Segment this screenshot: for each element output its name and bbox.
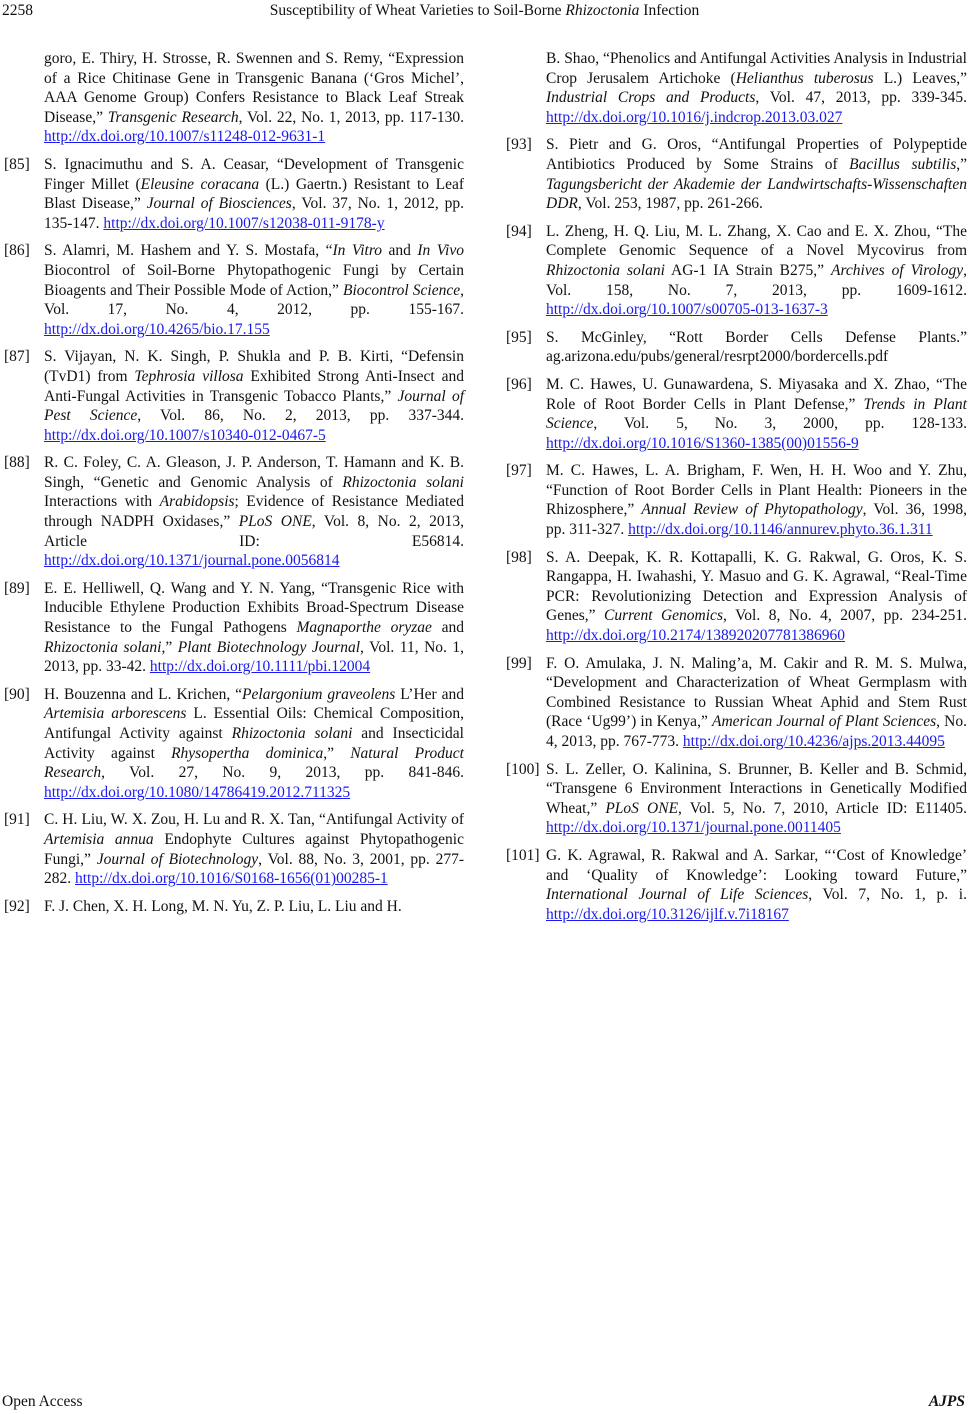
italic-text: International Journal of Life Sciences: [546, 886, 809, 904]
italic-text: Journal of Biotechnology: [96, 850, 259, 868]
doi-link[interactable]: http://dx.doi.org/10.1007/s11248-012-9631-1: [44, 128, 326, 146]
doi-link[interactable]: http://dx.doi.org/10.1080/14786419.2012.711325: [44, 783, 351, 801]
ref-text: S. A. Deepak, K. R. Kottapalli, K. G. Rakwal, G. Oros, K. S. Rangappa, H. Iwahashi, Y. Masuo and G. K. Agrawal, “Real-Time PCR: Revolutionizing Detection and Expression Analysis of Genes,”: [546, 548, 967, 625]
italic-text: Journal of Biosciences: [146, 195, 292, 213]
ref-text: , Vol. 37, No. 1, 2012, pp. 135-147.: [44, 195, 464, 232]
doi-link[interactable]: http://dx.doi.org/10.2174/138920207781386960: [546, 627, 845, 645]
ref-text: E. E. Helliwell, Q. Wang and Y. N. Yang, “Transgenic Rice with Inducible Ethylene Production Exhibits Broad-Spectrum Disease Resistance to the Fungal Pathogens: [44, 579, 464, 637]
reference-entry: [4, 810, 464, 888]
italic-text: Journal of Pest Science: [44, 387, 464, 425]
reference-number: [89]: [4, 579, 30, 597]
italic-text: Rhizoctonia solani: [44, 638, 162, 656]
italic-text: Rhysopertha dominica: [171, 744, 324, 762]
reference-number: [91]: [4, 811, 30, 829]
ref-text: S. Vijayan, N. K. Singh, P. Shukla and P. B. Kirti, “Defensin (TvD1) from: [44, 348, 464, 385]
ref-text: G. K. Agrawal, R. Rakwal and A. Sarkar, “‘Cost of Knowledge’ and ‘Quality of Knowledge’: Looking toward Future,”: [546, 846, 967, 884]
reference-number: [100]: [506, 760, 540, 778]
footer-journal-abbrev: AJPS: [928, 1393, 965, 1410]
reference-entry: [4, 347, 464, 445]
running-title-prefix: Susceptibility of Wheat Varieties to Soil-Borne: [269, 2, 566, 19]
ref-text: M. C. Hawes, L. A. Brigham, F. Wen, H. H. Woo and Y. Zhu, “Function of Root Border Cells in Plant Health: Pioneers in the Rhizosphere,”: [546, 462, 967, 519]
italic-text: Arabidopsis: [159, 493, 235, 511]
italic-text: Pelargonium graveolens: [242, 685, 396, 703]
running-title: [0, 1, 969, 21]
italic-text: PLoS ONE: [605, 799, 679, 817]
italic-text: Archives of Virology: [830, 261, 964, 279]
reference-continued: [506, 49, 967, 127]
ref-text: Endophyte Cultures against Phytopathogenic Fungi,”: [44, 830, 464, 868]
ref-text: , Vol. 86, No. 2, 2013, pp. 337-344.: [137, 407, 464, 425]
reference-number: [96]: [506, 375, 532, 393]
doi-link[interactable]: http://dx.doi.org/10.1007/s00705-013-1637-3: [546, 301, 828, 319]
ref-text: S. L. Zeller, O. Kalinina, S. Brunner, B. Keller and B. Schmid, “Transgene 6 Environment Interactions in Genetically Modified Wheat,”: [546, 760, 967, 817]
doi-link[interactable]: http://dx.doi.org/10.1371/journal.pone.0011405: [546, 819, 841, 837]
left-column-references: [4, 49, 464, 924]
ref-text: F. J. Chen, X. H. Long, M. N. Yu, Z. P. Liu, L. Liu and H.: [44, 897, 402, 915]
doi-link[interactable]: http://dx.doi.org/10.4236/ajps.2013.44095: [682, 733, 945, 750]
doi-link[interactable]: http://dx.doi.org/10.1371/journal.pone.0056814: [44, 552, 340, 570]
ref-text: S. Ignacimuthu and S. A. Ceasar, “Development of Transgenic Finger Millet (: [44, 155, 464, 193]
reference-entry: [4, 685, 464, 803]
ref-text: ,”: [956, 155, 968, 173]
page-number: 2258: [2, 2, 33, 19]
doi-link[interactable]: http://dx.doi.org/10.4265/bio.17.155: [44, 320, 270, 338]
ref-text: goro, E. Thiry, H. Strosse, R. Swennen and S. Remy, “Expression of a Rice Chitinase Gene in Transgenic Banana (‘Gros Michel’, AAA Genome Group) Confers Resistance to Black Leaf Streak Disease,”: [44, 50, 464, 126]
ref-text: L. Essential Oils: Chemical Composition, Antifungal Activity against: [44, 705, 464, 742]
doi-link[interactable]: http://dx.doi.org/10.1007/s12038-011-9178-y: [103, 214, 385, 232]
italic-text: Industrial Crops and Products: [546, 89, 756, 107]
ref-text: , Vol. 7, No. 1, p. i.: [808, 886, 967, 904]
ref-text: ,”: [161, 638, 178, 656]
reference-number: [98]: [506, 548, 532, 566]
ref-text: Biocontrol of Soil-Borne Phytopathogenic Fungi by Certain Bioagents and Their Possible Mode of Action,”: [44, 261, 464, 299]
ref-text: M. C. Hawes, U. Gunawardena, S. Miyasaka and X. Zhao, “The Role of Root Border Cells in Plant Defense,”: [546, 375, 967, 413]
ref-text: and: [382, 242, 418, 260]
ref-text: R. C. Foley, C. A. Gleason, J. P. Anderson, T. Hamann and K. B. Singh, “Genetic and Genomic Analysis of: [44, 454, 464, 491]
italic-text: Rhizoctonia solani: [342, 473, 464, 491]
page-header: [0, 0, 969, 24]
footer-open-access: Open Access: [2, 1393, 83, 1410]
italic-text: Artemisia annua: [44, 830, 154, 848]
italic-text: Rhizoctonia solani: [546, 261, 665, 279]
reference-number: [86]: [4, 242, 30, 260]
reference-entry: [506, 135, 967, 213]
ref-text: and: [431, 619, 464, 637]
ref-text: S. Alamri, M. Hashem and Y. S. Mostafa, “: [44, 242, 333, 260]
doi-link[interactable]: http://dx.doi.org/10.1016/j.indcrop.2013.03.027: [546, 108, 843, 126]
italic-text: PLoS ONE: [238, 513, 312, 531]
ref-text: , Vol. 47, 2013, pp. 339-345.: [755, 89, 967, 107]
italic-text: In Vitro: [332, 242, 383, 260]
page-footer: [0, 1392, 969, 1414]
italic-text: Current Genomics: [603, 607, 723, 625]
reference-number: [90]: [4, 685, 30, 703]
doi-link[interactable]: http://dx.doi.org/10.1007/s10340-012-0467-5: [44, 426, 326, 444]
italic-text: In Vivo: [417, 242, 464, 260]
doi-link[interactable]: http://dx.doi.org/10.3126/ijlf.v.7i18167: [546, 905, 789, 923]
ref-text: and Insecticidal Activity against: [44, 725, 464, 762]
italic-text: Natural Product Research: [44, 744, 464, 782]
italic-text: Biocontrol Science: [343, 281, 461, 299]
ref-text: H. Bouzenna and L. Krichen, “: [44, 685, 243, 703]
ref-text: (L.) Gaertn.) Resistant to Leaf Blast Disease,”: [44, 175, 464, 213]
ref-text: Interactions with: [44, 493, 160, 511]
reference-number: [92]: [4, 897, 30, 915]
ref-text: , Vol. 17, No. 4, 2012, pp. 155-167.: [44, 281, 464, 319]
italic-text: Tagungsbericht der Akademie der Landwirtschafts-Wissenschaften DDR: [546, 175, 967, 213]
reference-entry: [4, 241, 464, 339]
reference-entry: [506, 222, 967, 320]
italic-text: Rhizoctonia solani: [231, 725, 353, 742]
reference-entry: [506, 760, 967, 838]
reference-entry: [4, 453, 464, 571]
reference-entry: [506, 548, 967, 646]
doi-link[interactable]: http://dx.doi.org/10.1016/S0168-1656(01)00285-1: [75, 870, 388, 888]
italic-text: Tephrosia villosa: [134, 367, 244, 385]
ref-text: , Vol. 8, No. 2, 2013, Article ID: E56814.: [44, 513, 464, 550]
running-title-italic: Rhizoctonia: [565, 2, 640, 19]
ref-text: L.) Leaves,”: [873, 69, 967, 87]
ref-text: L. Zheng, H. Q. Liu, M. L. Zhang, X. Cao and E. X. Zhou, “The Complete Genomic Sequence of a Novel Mycovirus from: [546, 222, 967, 260]
reference-entry: [506, 654, 967, 752]
reference-number: [87]: [4, 348, 30, 366]
ref-text: F. O. Amulaka, J. N. Maling’a, M. Cakir and R. M. S. Mulwa, “Development and Characterization of Wheat Germplasm with Combined Resistance to Russian Wheat Aphid and Stem Rust (Race ‘Ug99’) in Kenya,”: [546, 654, 967, 731]
ref-text: C. H. Liu, W. X. Zou, H. Lu and R. X. Tan, “Antifungal Activity of: [44, 811, 464, 829]
ref-text: , Vol. 5, No. 7, 2010, Article ID: E11405.: [678, 799, 968, 817]
reference-number: [85]: [4, 155, 30, 173]
italic-text: Plant Biotechnology Journal: [177, 638, 361, 656]
ref-text: , Vol. 36, 1998, pp. 311-327.: [546, 501, 967, 539]
reference-number: [97]: [506, 462, 532, 480]
reference-number: [88]: [4, 454, 30, 472]
reference-number: [95]: [506, 328, 532, 346]
ref-text: , No. 4, 2013, pp. 767-773.: [546, 713, 967, 750]
italic-text: American Journal of Plant Sciences: [711, 713, 937, 731]
doi-link[interactable]: http://dx.doi.org/10.1111/pbi.12004: [149, 658, 371, 676]
italic-text: Eleusine coracana: [140, 175, 260, 193]
italic-text: Artemisia arborescens: [44, 705, 187, 723]
ref-text: , Vol. 5, No. 3, 2000, pp. 128-133.: [593, 415, 967, 433]
reference-entry: [4, 897, 464, 917]
ref-text: , Vol. 88, No. 3, 2001, pp. 277-282.: [44, 850, 465, 888]
doi-link[interactable]: http://dx.doi.org/10.1016/S1360-1385(00)01556-9: [546, 434, 859, 452]
italic-text: Magnaporthe oryzae: [296, 619, 432, 637]
right-column-references: [506, 49, 967, 932]
ref-text: , Vol. 27, No. 9, 2013, pp. 841-846.: [101, 764, 464, 782]
doi-link[interactable]: http://dx.doi.org/10.1146/annurev.phyto.36.1.311: [628, 521, 933, 539]
italic-text: Helianthus tuberosus: [735, 69, 874, 87]
ref-text: ; Evidence of Resistance Mediated through NADPH Oxidases,”: [44, 493, 464, 531]
reference-continued: [4, 49, 464, 147]
ref-text: , Vol. 22, No. 1, 2013, pp. 117-130.: [238, 108, 464, 126]
running-title-suffix: Infection: [639, 2, 700, 19]
reference-entry: [506, 375, 967, 453]
italic-text: Transgenic Research: [107, 108, 239, 126]
italic-text: Trends in Plant Science: [546, 395, 967, 433]
reference-entry: [4, 579, 464, 677]
reference-entry: [4, 155, 464, 233]
reference-number: [94]: [506, 222, 532, 240]
reference-entry: [506, 846, 967, 924]
ref-text: AG-1 IA Strain B275,”: [664, 261, 831, 279]
ref-text: , Vol. 158, No. 7, 2013, pp. 1609-1612.: [546, 261, 967, 299]
ref-text: B. Shao, “Phenolics and Antifungal Activities Analysis in Industrial Crop Jerusalem Artichoke (: [546, 50, 967, 87]
reference-number: [93]: [506, 136, 532, 154]
ref-text: S. McGinley, “Rott Border Cells Defense Plants.” ag.arizona.edu/pubs/general/resrpt2000/bordercells.pdf: [546, 328, 967, 366]
reference-entry: [506, 461, 967, 539]
reference-number: [99]: [506, 654, 532, 672]
reference-entry: [506, 328, 967, 367]
ref-text: ,”: [323, 744, 351, 762]
ref-text: Exhibited Strong Anti-Insect and Anti-Fungal Activities in Transgenic Tobacco Plants,”: [44, 367, 464, 405]
reference-number: [101]: [506, 846, 540, 864]
ref-text: L’Her and: [395, 685, 465, 703]
ref-text: , Vol. 8, No. 4, 2007, pp. 234-251.: [722, 607, 968, 625]
italic-text: Annual Review of Phytopathology: [641, 501, 863, 519]
italic-text: Bacillus subtilis: [849, 155, 957, 173]
ref-text: , Vol. 253, 1987, pp. 261-266.: [577, 195, 763, 213]
ref-text: S. Pietr and G. Oros, “Antifungal Properties of Polypeptide Antibiotics Produced by Some Strains of: [546, 136, 967, 173]
ref-text: , Vol. 11, No. 1, 2013, pp. 33-42.: [44, 638, 465, 676]
